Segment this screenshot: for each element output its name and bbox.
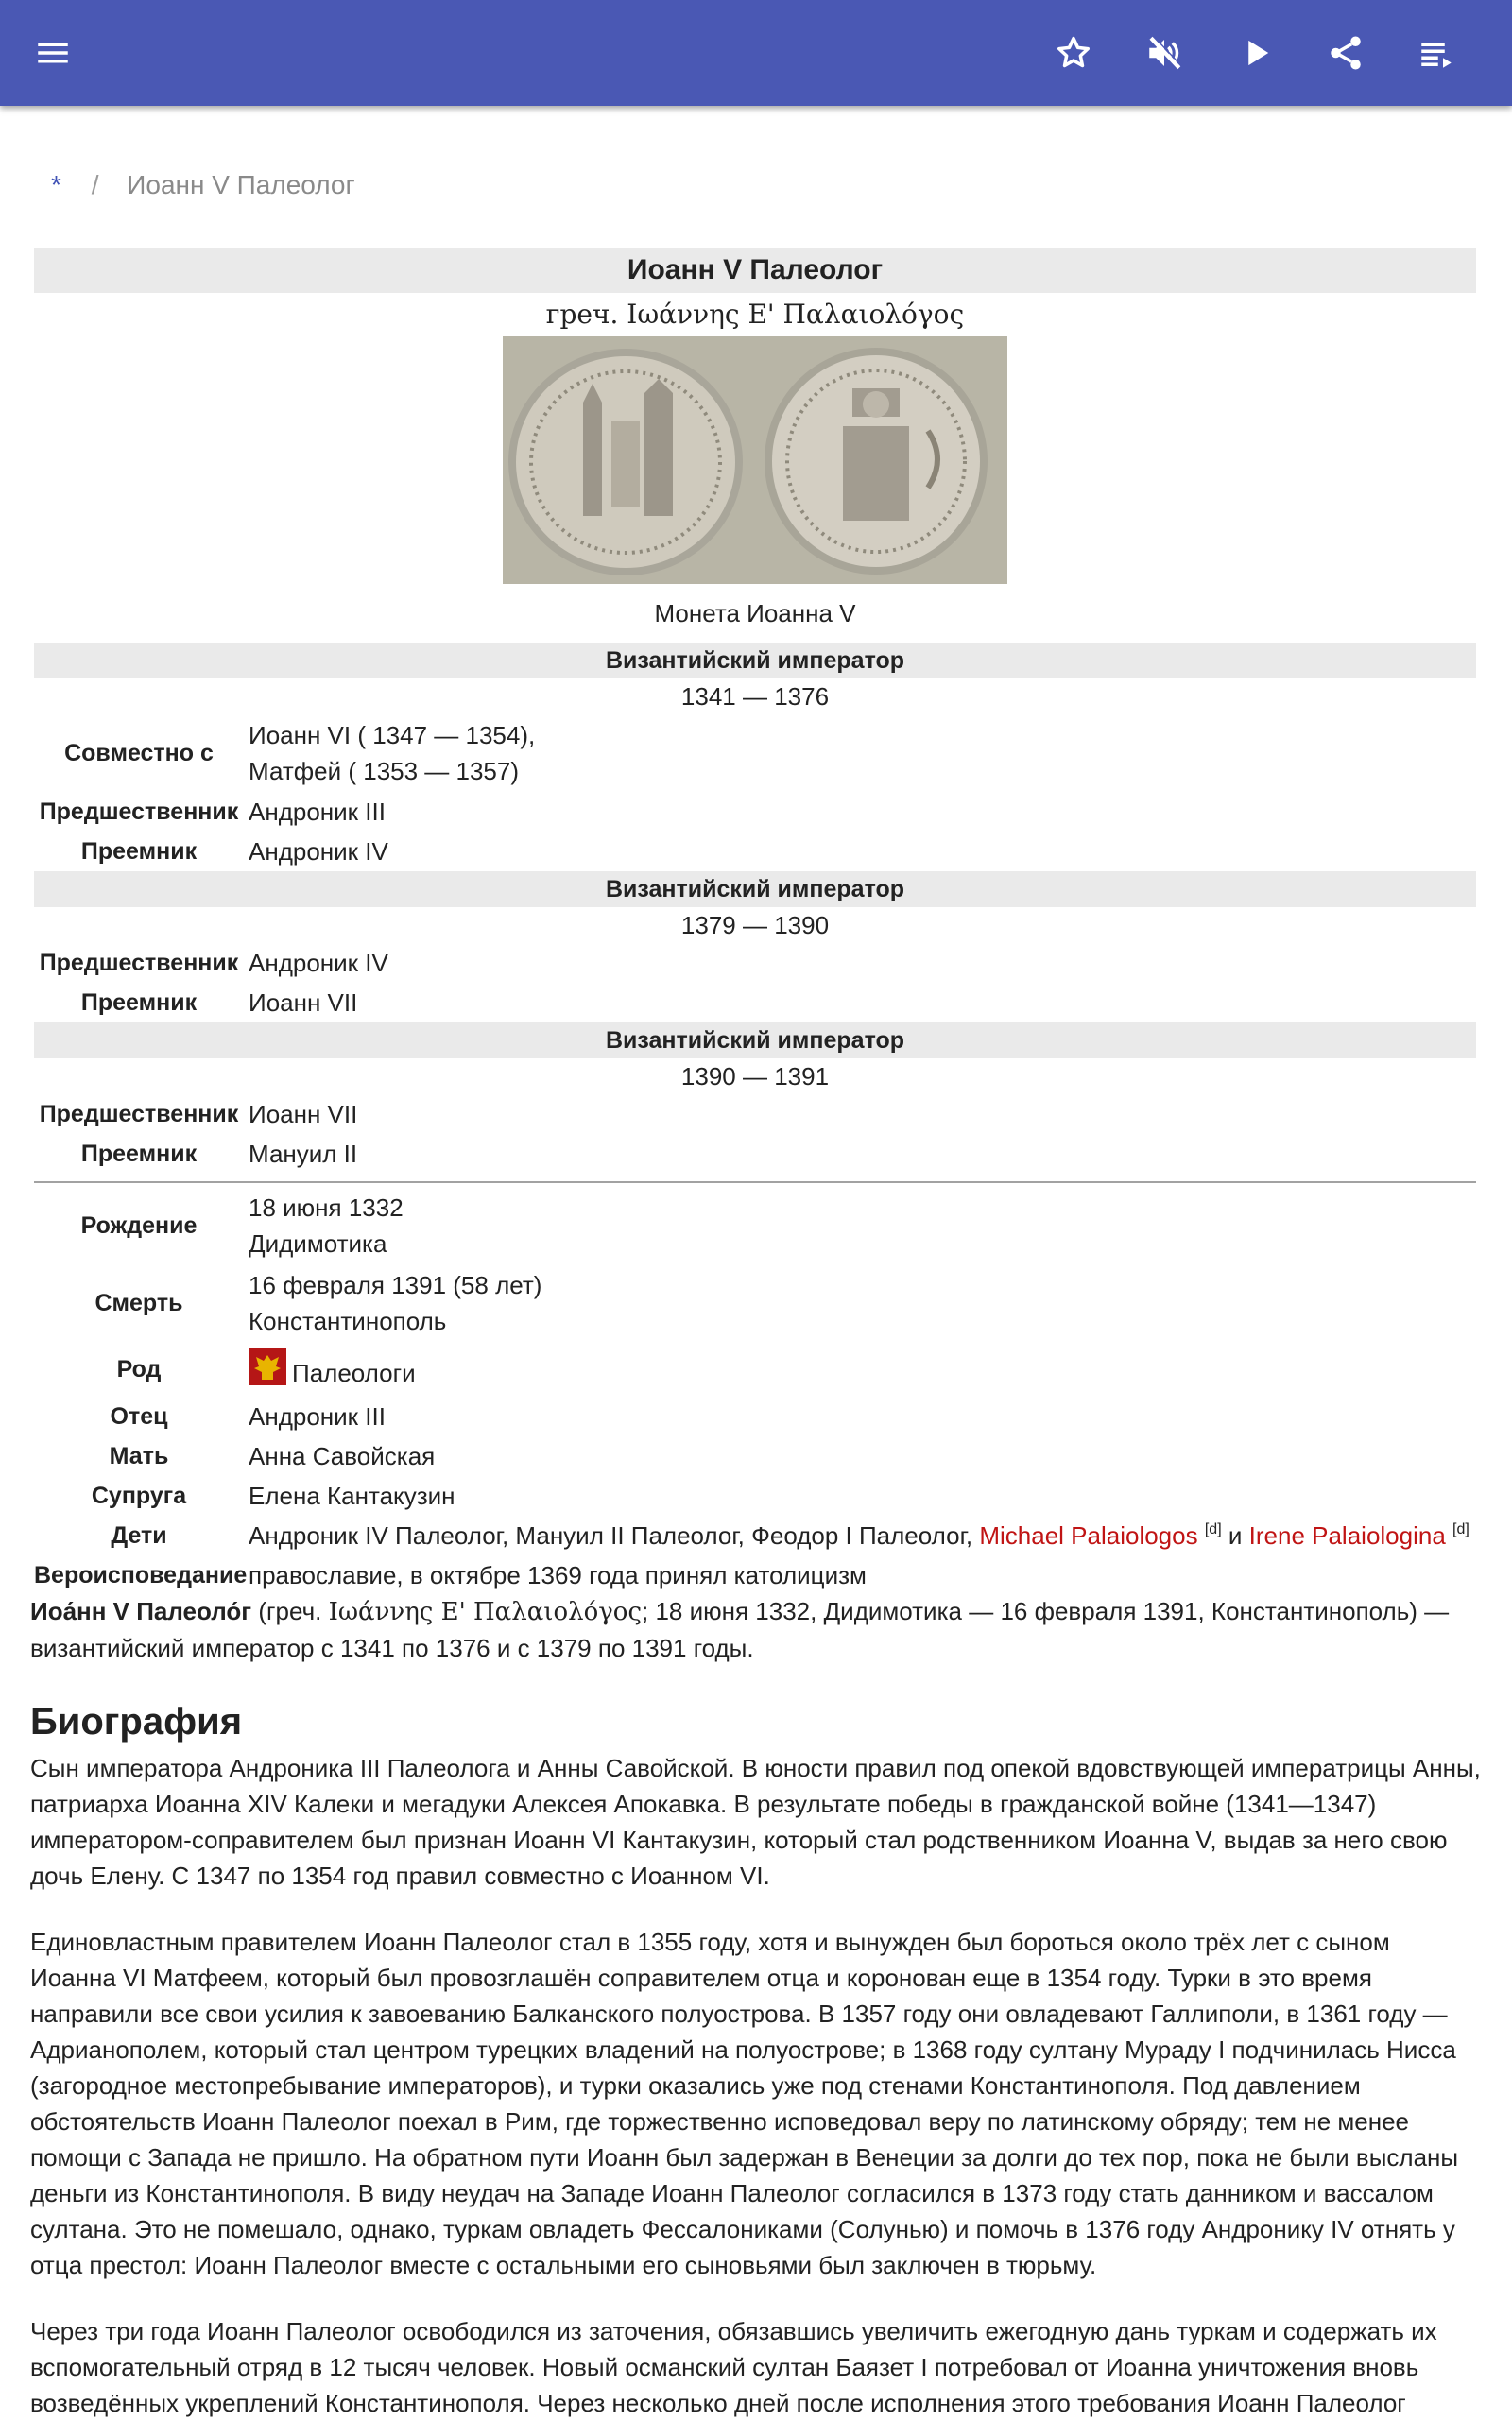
palaiologos-eagle-icon[interactable] — [249, 1348, 286, 1385]
death-place[interactable]: Константинополь — [249, 1307, 447, 1335]
row-label: Дети — [111, 1521, 167, 1549]
row-value[interactable]: Андроник IV — [249, 949, 388, 977]
infobox-row — [34, 1094, 1476, 1134]
breadcrumb-current: Иоанн V Палеолог — [127, 170, 355, 199]
menu-button[interactable] — [25, 25, 81, 81]
row-label: Предшественник — [39, 798, 239, 825]
infobox-row-birth — [34, 1187, 1476, 1264]
article-paragraph — [30, 2313, 1482, 2421]
contents-button[interactable] — [1408, 25, 1465, 81]
house-name[interactable]: Палеологи — [292, 1359, 416, 1387]
infobox-row — [34, 943, 1476, 983]
row-label: Вероисповедание — [34, 1561, 248, 1588]
breadcrumb — [51, 170, 355, 200]
row-label: Преемник — [80, 1140, 198, 1167]
row-line[interactable]: Иоанн VI ( 1347 — 1354), — [249, 721, 536, 749]
row-value[interactable]: Иоанн VII — [249, 988, 358, 1017]
infobox-row-religion — [34, 1555, 1476, 1595]
infobox-row — [34, 792, 1476, 832]
infobox-row-mother — [34, 1436, 1476, 1476]
reign-years: 1390 — 1391 — [680, 1062, 830, 1090]
mute-icon — [1144, 33, 1184, 73]
row-label: Рождение — [80, 1211, 198, 1239]
and-word: и — [1228, 1521, 1243, 1550]
mute-button[interactable] — [1136, 25, 1193, 81]
row-label: Мать — [109, 1442, 169, 1469]
row-label: Преемник — [80, 988, 198, 1016]
article-paragraph — [30, 1924, 1482, 2283]
coin-image[interactable] — [503, 336, 1007, 584]
wikidata-ref[interactable]: [d] — [1452, 1521, 1469, 1537]
infobox-row — [34, 983, 1476, 1022]
death-date[interactable]: 16 февраля 1391 (58 лет) — [249, 1271, 542, 1299]
lead-greek: Ιωάννης Ε' Παλαιολόγος — [328, 1598, 642, 1626]
row-label: Отец — [110, 1402, 168, 1430]
star-icon — [1054, 33, 1093, 73]
menu-icon — [33, 33, 73, 73]
breadcrumb-separator: / — [91, 170, 99, 199]
paragraph-1: Сын императора Андроника III Палеолога и Анны Савойской. В юности правил под опекой вдовствующей императрицы Анны, патриарха Иоанна XIV Калеки и мегадуки Алексея Апокавка. В результате победы в гражданской войне (1341—1347) императором-соправителем был признан Иоанн VI Кантакузин, который стал родственником Иоанна V, выдав за него свою дочь Елену. С 1347 по 1354 год правил совместно с Иоанном VI. — [30, 1754, 1481, 1890]
row-value[interactable]: Андроник III — [249, 798, 386, 826]
breadcrumb-home[interactable]: * — [51, 170, 61, 199]
row-value — [244, 1348, 416, 1391]
share-button[interactable] — [1317, 25, 1374, 81]
reign-heading: Византийский император — [34, 643, 1476, 678]
row-label: Супруга — [91, 1482, 187, 1509]
infobox-row-house — [34, 1342, 1476, 1397]
reign-years: 1341 — 1376 — [680, 682, 830, 711]
play-icon — [1237, 33, 1277, 73]
row-value[interactable]: Андроник IV — [249, 837, 388, 866]
infobox-row — [34, 1134, 1476, 1174]
paragraph-2: Единовластным правителем Иоанн Палеолог стал в 1355 году, хотя и вынужден был бороться около трёх лет с сыном Иоанна VI Матфеем, который был провозглашён соправителем отца и коронован еще в 1354 году. Турки в это время направили все свои усилия к завоеванию Балканского полуострова. В 1357 году они овладевают Галлиполи, в 1361 году — Адрианополем, который стал центром турецких владений на полуострове; в 1368 году султану Мураду I подчинилась Нисса (загородное местопребывание императоров), и турки оказались уже под стенами Константинополя. Под давлением обстоятельств Иоанн Палеолог поехал в Рим, где торжественно исповедовал веру по латинскому обряду; тем не менее помощи с Запада не пришло. На обратном пути Иоанн был задержан в Венеции за долги до тех пор, пока не были высланы деньги из Константинополя. В виду неудач на Западе Иоанн Палеолог согласился в 1373 году стать данником и вассалом султана. Это не помешало, однако, туркам овладеть Фессалониками (Солунью) и помочь в 1376 году Андронику IV отнять у отца престол: Иоанн Палеолог вместе с остальными его сыновьями был заключен в тюрьму. — [30, 1928, 1459, 2279]
bookmark-button[interactable] — [1045, 25, 1102, 81]
row-value — [244, 717, 535, 789]
lead-name: Иоа́нн V Палеоло́г — [30, 1597, 252, 1625]
children-list[interactable]: Андроник IV Палеолог, Мануил II Палеолог, Феодор I Палеолог, — [249, 1521, 973, 1550]
infobox-row-spouse — [34, 1476, 1476, 1516]
row-value: православие, в октябре 1369 года принял католицизм — [249, 1561, 867, 1589]
top-app-bar — [0, 0, 1512, 106]
coin-photo — [503, 336, 1007, 584]
reign-years: 1379 — 1390 — [680, 911, 830, 939]
section-title: Биография — [30, 1701, 243, 1743]
infobox-row — [34, 832, 1476, 871]
article-paragraph — [30, 1750, 1482, 1894]
child-link-irene[interactable]: Irene Palaiologina — [1248, 1521, 1446, 1550]
reign-heading: Византийский император — [34, 1022, 1476, 1058]
infobox-title: Иоанн V Палеолог — [34, 248, 1476, 293]
child-link-michael[interactable]: Michael Palaiologos — [979, 1521, 1198, 1550]
lead-rest: ; 18 июня 1332, Дидимотика — 16 февраля 1391, Константинополь) — византийский император с 1341 по 1376 и с 1379 по 1391 годы. — [30, 1597, 1450, 1662]
play-button[interactable] — [1228, 25, 1285, 81]
infobox-row-father — [34, 1397, 1476, 1436]
row-value — [244, 1518, 1469, 1554]
row-label: Предшественник — [39, 949, 239, 976]
list-icon — [1417, 33, 1456, 73]
infobox-row — [34, 714, 1476, 792]
birth-date[interactable]: 18 июня 1332 — [249, 1193, 404, 1222]
row-label: Совместно с — [64, 739, 214, 766]
infobox-row-death — [34, 1264, 1476, 1342]
birth-place[interactable]: Дидимотика — [249, 1229, 387, 1258]
row-value[interactable]: Андроник III — [249, 1402, 386, 1431]
infobox-divider — [34, 1181, 1476, 1183]
row-value — [244, 1267, 541, 1339]
row-label: Род — [116, 1355, 162, 1382]
row-value[interactable]: Елена Кантакузин — [249, 1482, 455, 1510]
paragraph-3: Через три года Иоанн Палеолог освободился из заточения, обязавшись увеличить ежегодную дань туркам и содержать их вспомогательный отряд в 12 тысяч человек. Новый османский султан Баязет I потребовал от Иоанна уничтожения вновь возведённых укреплений Константинополя. Через несколько дней после исполнения этого требования Иоанн Палеолог — [30, 2317, 1437, 2417]
lead-pre-greek: (греч. — [251, 1597, 329, 1625]
infobox — [34, 248, 1476, 1595]
image-caption: Монета Иоанна V — [654, 599, 856, 627]
wikidata-ref[interactable]: [d] — [1204, 1521, 1222, 1537]
row-line[interactable]: Матфей ( 1353 — 1357) — [249, 757, 520, 785]
row-value[interactable]: Мануил II — [249, 1140, 358, 1168]
row-label: Смерть — [94, 1289, 183, 1316]
row-label: Предшественник — [39, 1100, 239, 1127]
infobox-row-children — [34, 1516, 1476, 1555]
row-label: Преемник — [80, 837, 198, 865]
share-icon — [1326, 33, 1366, 73]
infobox-greek-name: греч. Ιωάννης Ε' Παλαιολόγος — [545, 299, 965, 330]
row-value — [244, 1190, 404, 1262]
reign-heading: Византийский император — [34, 871, 1476, 907]
article-lead — [30, 1593, 1482, 1666]
row-value[interactable]: Иоанн VII — [249, 1100, 358, 1128]
row-value[interactable]: Анна Савойская — [249, 1442, 436, 1470]
